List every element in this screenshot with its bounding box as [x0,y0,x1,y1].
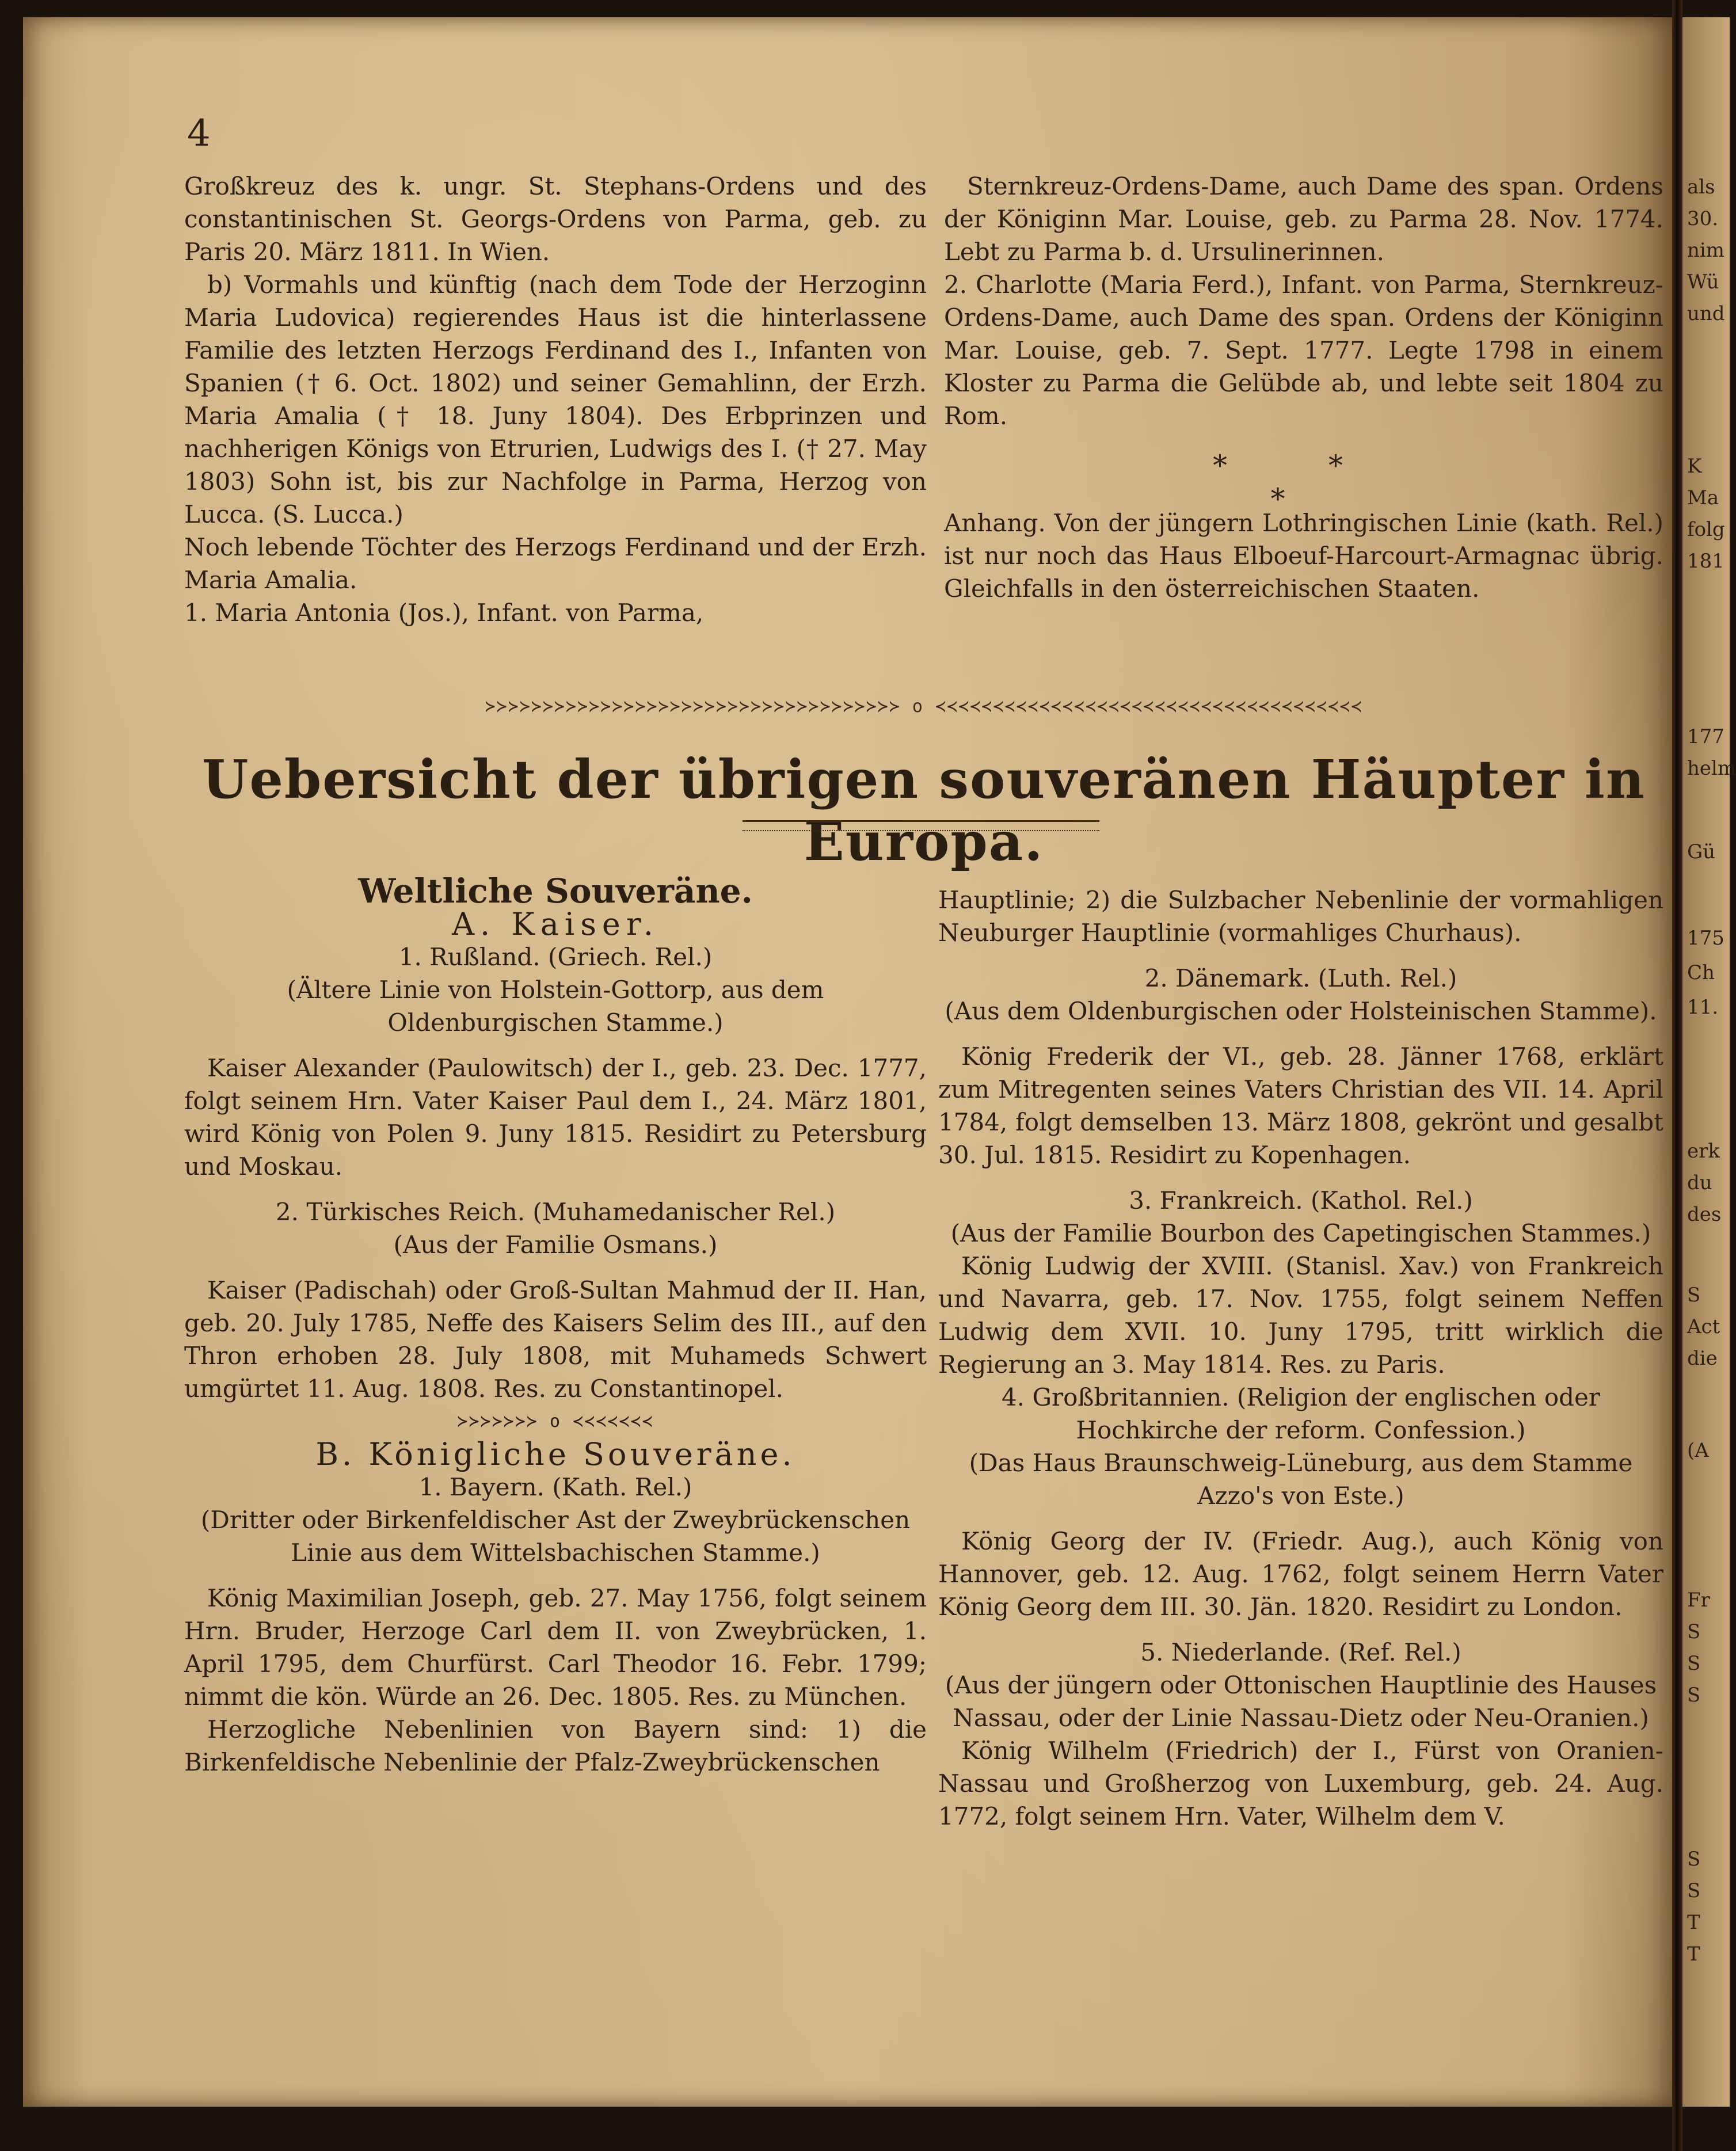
next-page-fragment: nim [1687,239,1725,262]
lineage-note: (Ältere Linie von Holstein-Gottorp, aus dem Oldenburgischen Stamme.) [287,976,824,1037]
next-page-fragment: 11. [1687,996,1719,1019]
ornamental-divider: ≻≻≻≻≻≻≻≻≻≻≻≻≻≻≻≻≻≻≻≻≻≻≻≻≻≻≻≻≻≻≻≻≻≻≻≻ o ≺≺≺≺≺≺≺≺≺≺≺≺≺≺≺≺≺≺≺≺≺≺≺≺≺≺≺≺≺≺≺≺≺≺≺≺≺ [485,696,1363,717]
next-page-fragment: des [1687,1203,1722,1226]
next-page-fragment: Act [1687,1315,1720,1338]
next-page-edge [1682,17,1736,2107]
entry-text: König Maximilian Joseph, geb. 27. May 1756, folgt seinem Hrn. Bruder, Herzoge Carl dem II. von Zweybrücken, 1. April 1795, dem Churfürst. Carl Theodor 16. Febr. 1799; nimmt die kön. Würde an 26. Dec. 1805. Res. zu München. [184,1584,927,1711]
paragraph: Sternkreuz-Ordens-Dame, auch Dame des span. Ordens der Königinn Mar. Louise, geb. zu Parma 28. Nov. 1774. Lebt zu Parma b. d. Ursulinerinnen. [944,172,1663,266]
next-page-fragment: K [1687,455,1702,478]
next-page-fragment: helm [1687,757,1736,780]
next-page-fragment: S [1687,1879,1701,1902]
next-page-fragment: Wü [1687,271,1719,294]
title-underline [743,820,1099,831]
paragraph: b) Vormahls und künftig (nach dem Tode der Herzoginn Maria Ludovica) regierendes Haus ist die hinterlassene Familie des letzten Herzogs Ferdinand des I., Infanten von Spanien († 6. Oct. 1802) und seiner Gemahlinn, der Erzh. Maria Amalia († 18. Juny 1804). Des Erbprinzen und nachherigen Königs von Etrurien, Ludwigs des I. († 27. May 1803) Sohn ist, bis zur Nachfolge in Parma, Herzog von Lucca. (S. Lucca.) [184,271,927,528]
next-page-fragment: 175 [1687,927,1724,950]
next-page-fragment: Fr [1687,1589,1710,1612]
entry-text: Hauptlinie; 2) die Sulzbacher Nebenlinie der vormahligen Neuburger Hauptlinie (vormahliges Churhaus). [938,886,1663,947]
bottom-left-column [184,871,927,1779]
next-page-fragment: 181 [1687,550,1724,573]
section-heading: Weltliche Souveräne. [358,871,753,911]
next-page-fragment: die [1687,1347,1718,1370]
next-page-fragment: du [1687,1171,1712,1194]
top-left-column [184,170,927,629]
paragraph: Noch lebende Töchter des Herzogs Ferdinand und der Erzh. Maria Amalia. [184,533,927,594]
entry-text: König Wilhelm (Friedrich) der I., Fürst von Oranien-Nassau und Großherzog von Luxemburg, geb. 24. Aug. 1772, folgt seinem Hrn. Vater, Wilhelm dem V. [938,1737,1663,1830]
bottom-right-column [938,884,1663,1833]
next-page-fragment: 30. [1687,207,1719,230]
next-page-fragment: erk [1687,1140,1720,1163]
lineage-note: (Aus der Familie Bourbon des Capetingischen Stammes.) [950,1219,1651,1247]
entry-text: Kaiser Alexander (Paulowitsch) der I., geb. 23. Dec. 1777, folgt seinem Hrn. Vater Kaiser Paul dem I., 24. März 1801, wird König von Polen 9. Juny 1815. Residirt zu Petersburg und Moskau. [184,1054,927,1181]
subsection-heading: B. Königliche Souveräne. [315,1436,795,1472]
lineage-note: (Aus dem Oldenburgischen oder Holsteinischen Stamme). [945,997,1657,1025]
next-page-fragment: Gü [1687,840,1716,863]
next-page-fragment: Ma [1687,486,1719,509]
next-page-fragment: T [1687,1943,1700,1966]
next-page-fragment: S [1687,1684,1701,1707]
lineage-note: (Aus der Familie Osmans.) [393,1231,718,1259]
book-gutter [1672,0,1682,2151]
page-title: Uebersicht der übrigen souveränen Häupter in Europa. [202,748,1646,873]
next-page-fragment: S [1687,1284,1701,1307]
entry-heading: 4. Großbritannien. (Religion der englischen oder Hochkirche der reform. Confession.) [1002,1383,1600,1444]
entry-text: König Frederik der VI., geb. 28. Jänner 1768, erklärt zum Mitregenten seines Vaters Christian des VII. 14. April 1784, folgt demselben 13. März 1808, gekrönt und gesalbt 30. Jul. 1815. Residirt zu Kopenhagen. [938,1042,1663,1169]
paragraph: 1. Maria Antonia (Jos.), Infant. von Parma, [184,599,704,627]
small-divider: ≻≻≻≻≻≻≻ o ≺≺≺≺≺≺≺ [457,1411,654,1432]
entry-heading: 1. Bayern. (Kath. Rel.) [418,1473,692,1501]
appendix-column [944,507,1663,605]
lineage-note: (Dritter oder Birkenfeldischer Ast der Zweybrückenschen Linie aus dem Wittelsbachischen Stamme.) [200,1506,911,1567]
asterism-divider: * * * [1213,449,1389,516]
page-number: 4 [187,112,211,155]
next-page-fragment: als [1687,176,1715,199]
subsection-heading: A. Kaiser. [452,906,659,942]
entry-heading: 2. Türkisches Reich. (Muhamedanischer Rel.) [275,1198,836,1226]
entry-heading: 1. Rußland. (Griech. Rel.) [398,943,713,971]
entry-heading: 3. Frankreich. (Kathol. Rel.) [1129,1186,1473,1215]
next-page-fragment: S [1687,1652,1701,1675]
next-page-fragment: Ch [1687,961,1715,984]
appendix-paragraph: Anhang. Von der jüngern Lothringischen Linie (kath. Rel.) ist nur noch das Haus Elboeuf-Harcourt-Armagnac übrig. Gleichfalls in den österreichischen Staaten. [944,509,1663,603]
next-page-fragment: S [1687,1620,1701,1643]
lineage-note: (Das Haus Braunschweig-Lüneburg, aus dem Stamme Azzo's von Este.) [969,1449,1633,1510]
paragraph: Großkreuz des k. ungr. St. Stephans-Ordens und des constantinischen St. Georgs-Ordens von Parma, geb. zu Paris 20. März 1811. In Wien. [184,172,927,266]
next-page-fragment: 177 [1687,725,1724,748]
entry-heading: 5. Niederlande. (Ref. Rel.) [1140,1638,1461,1666]
next-page-fragment: T [1687,1911,1700,1934]
next-page-fragment: folg [1687,518,1725,541]
entry-text: Kaiser (Padischah) oder Groß-Sultan Mahmud der II. Han, geb. 20. July 1785, Neffe des Kaisers Selim des III., auf den Thron erhoben 28. July 1808, mit Muhameds Schwert umgürtet 11. Aug. 1808. Res. zu Constantinopel. [184,1276,927,1403]
next-page-fragment: S [1687,1848,1701,1871]
paragraph: 2. Charlotte (Maria Ferd.), Infant. von Parma, Sternkreuz-Ordens-Dame, auch Dame des span. Ordens der Königinn Mar. Louise, geb. 7. Sept. 1777. Legte 1798 in einem Kloster zu Parma die Gelübde ab, und lebte seit 1804 zu Rom. [944,271,1663,430]
entry-text: König Georg der IV. (Friedr. Aug.), auch König von Hannover, geb. 12. Aug. 1762, folgt seinem Herrn Vater König Georg dem III. 30. Jän. 1820. Residirt zu London. [938,1527,1663,1621]
entry-heading: 2. Dänemark. (Luth. Rel.) [1144,964,1457,992]
entry-text: Herzogliche Nebenlinien von Bayern sind: 1) die Birkenfeldische Nebenlinie der Pfalz-Zweybrückenschen [184,1715,927,1776]
next-page-fragment: (A [1687,1439,1709,1462]
next-page-fragment: und [1687,302,1725,325]
top-right-column [944,170,1663,432]
lineage-note: (Aus der jüngern oder Ottonischen Hauptlinie des Hauses Nassau, oder der Linie Nassau-Dietz oder Neu-Oranien.) [945,1671,1657,1732]
entry-text: König Ludwig der XVIII. (Stanisl. Xav.) von Frankreich und Navarra, geb. 17. Nov. 1755, folgt seinem Neffen Ludwig dem XVII. 10. Juny 1795, tritt wirklich die Regierung an 3. May 1814. Res. zu Paris. [938,1252,1663,1379]
